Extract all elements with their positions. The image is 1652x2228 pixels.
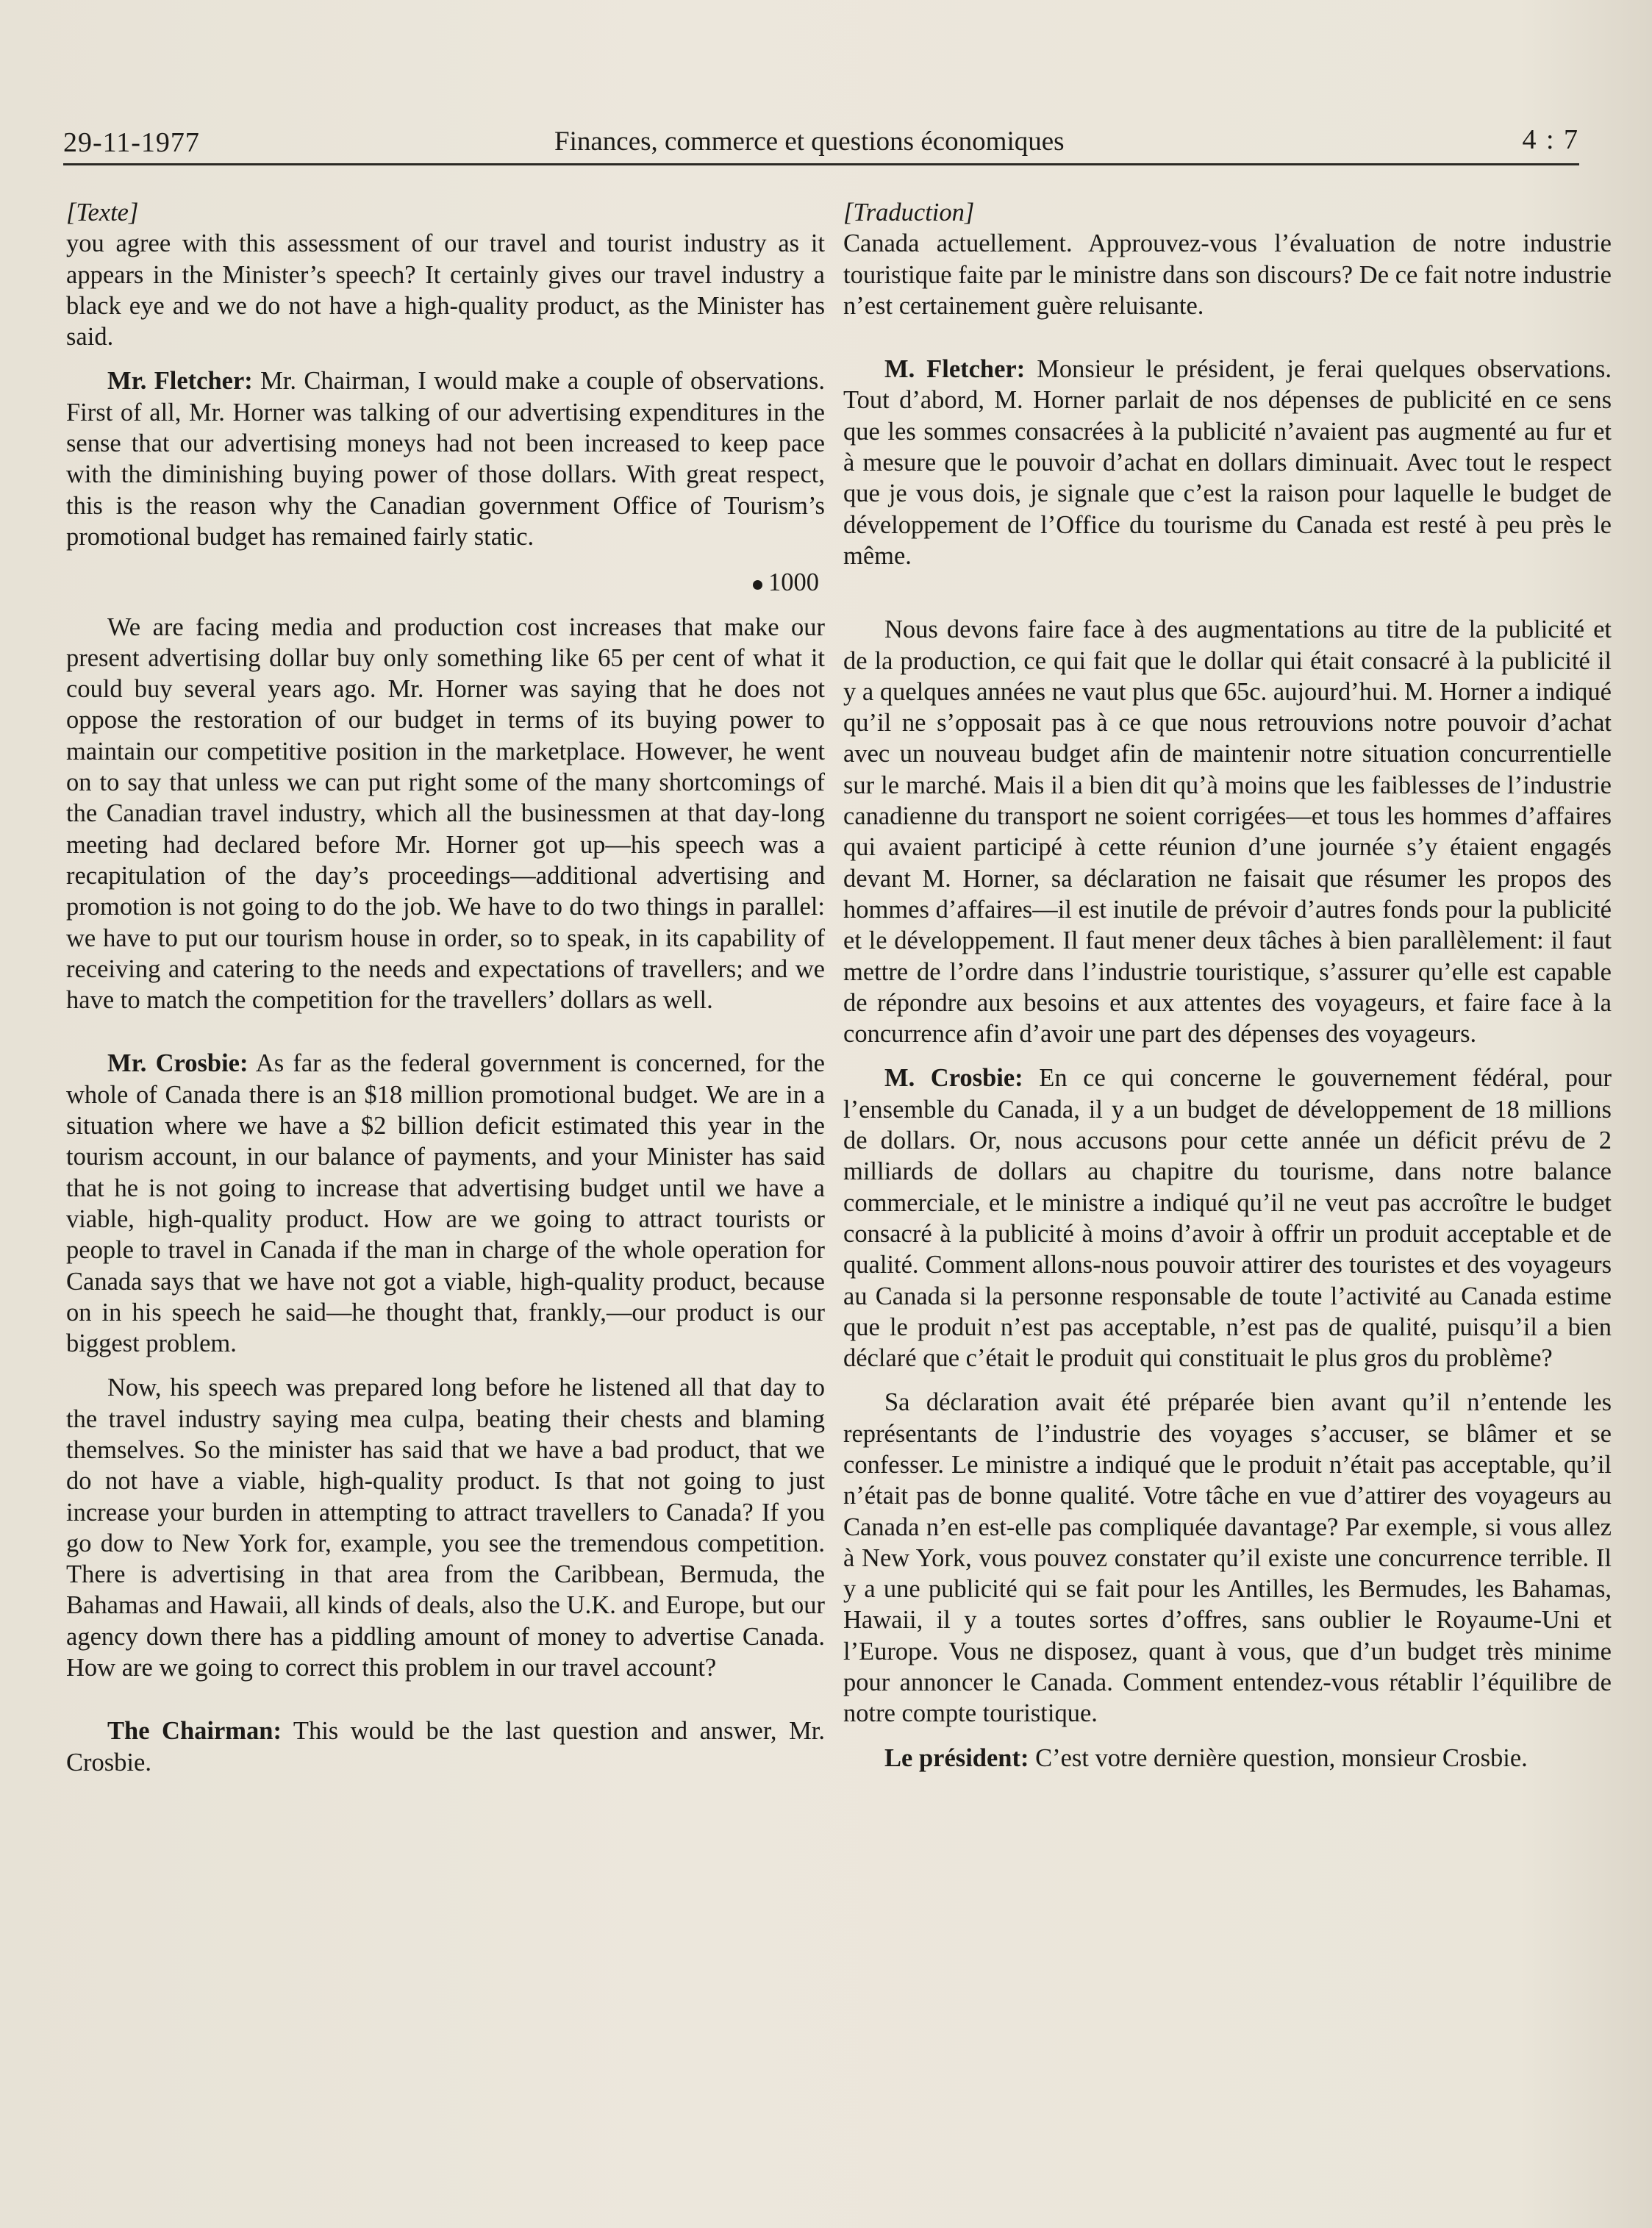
speech-text: As far as the federal government is concerned, for the whole of Canada there is an $18 million promotional budget. We are in a situation where we have a $2 billion deficit estimated this year in the tourism account, in our balance of payments, and your Minister has said that he is not going to increase that advertising budget until we have a viable, high-quality product. How are we going to attract tourists or people to travel in Canada if the man in charge of the whole operation for Canada says that we have not got a viable, high-quality product, because on in his speech he said—he thought that, frankly,—our product is our biggest problem. — [66, 1049, 825, 1358]
header-date: 29-11-1977 — [63, 127, 200, 158]
language-tag-french: [Traduction] — [843, 199, 975, 226]
speaker-name: M. Crosbie: — [884, 1064, 1023, 1093]
speaker-name: The Chairman: — [107, 1717, 282, 1746]
paragraph-president — [843, 1743, 1612, 1774]
paragraph: We are facing media and production cost increases that make our present advertising dollar buy only something like 65 per cent of what it could buy several years ago. Mr. Horner was saying that he does not oppose the restoration of our budget in terms of its buying power to maintain our competitive position in the marketplace. However, he went on to say that unless we can put right some of the many shortcomings of the Canadian travel industry, which all the businessmen at that day-long meeting had declared before Mr. Horner got up—his speech was a recapitulation of the day’s proceedings—additional advertising and promotion is not going to do the job. We have to do two things in parallel: we have to put our tourism house in order, so to speak, in its capability of receiving and catering to the needs and expectations of travellers; and we have to match the competition for the travellers’ dollars as well. — [66, 613, 825, 1015]
speaker-name: Mr. Fletcher: — [107, 367, 253, 396]
french-column — [843, 197, 1612, 1774]
speech-text: Mr. Chairman, I would make a couple of observations. First of all, Mr. Horner was talking of our advertising expenditures in the sense that our advertising moneys had not been increased to keep pace with the diminishing buying power of those dollars. With great respect, this is the reason why the Canadian government Office of Tourism’s promotional budget has remained fairly static. — [66, 367, 825, 551]
bullet-icon — [753, 580, 762, 590]
paragraph-crosbie — [843, 1063, 1612, 1374]
speech-text: Monsieur le président, je ferai quelques observations. Tout d’abord, M. Horner parlait de nos dépenses de publicité en ce sens que les sommes consacrées à la publicité n’avaient pas augmenté au fur et à mesure que le pouvoir d’achat en dollars diminuait. Avec tout le respect que je vous dois, je signale que c’est la raison pour laquelle le budget de développement de l’Office du tourisme du Canada est resté à peu près le même. — [843, 355, 1612, 570]
speaker-name: M. Fletcher: — [884, 355, 1026, 384]
paragraph: Sa déclaration avait été préparée bien avant qu’il n’entende les représentants de l’industrie des voyages s’accuser, se blâmer et se confesser. Le ministre a indiqué que le produit n’était pas acceptable, qu’il n’était pas de bonne qualité. Votre tâche en vue d’attirer des voyageurs au Canada n’en est-elle pas compliquée davantage? Par exemple, si vous allez à New York, vous pouvez constater qu’il existe une concurrence terrible. Il y a une publicité qui se fait pour les Antilles, les Bermudes, les Bahamas, Hawaii, il y a toutes sortes d’offres, sans oublier le Royaume-Uni et l’Europe. Vous ne disposez, quant à vous, que d’un budget très minime pour annoncer le Canada. Comment entendez-vous rétablir l’équilibre de notre compte touristique. — [843, 1388, 1612, 1728]
speaker-name: Mr. Crosbie: — [107, 1049, 248, 1078]
paragraph-chairman — [66, 1715, 825, 1778]
speech-text: C’est votre dernière question, monsieur Crosbie. — [1029, 1743, 1528, 1772]
page-number: 4 : 7 — [1522, 124, 1579, 155]
paragraph: Nous devons faire face à des augmentations au titre de la publicité et de la production, ce qui fait que le dollar qui était consacré à la publicité il y a quelques années ne vaut plus que 65c. aujourd’hui. M. Horner a indiqué qu’il ne s’opposait pas à ce que nous retrouvions notre pouvoir d’achat avec un nouveau budget afin de maintenir notre situation concurrentielle sur le marché. Mais il a bien dit qu’à moins que les faiblesses de l’industrie canadienne du transport ne soient corrigées—et tous les hommes d’affaires qui avaient participé à cette réunion d’une journée s’y étaient engagés devant M. Horner, sa déclaration ne faisait que résumer les propos des hommes d’affaires—il est inutile de prévoir d’autres fonds pour la publicité et le développement. Il faut mener deux tâches à bien parallèlement: il faut mettre de l’ordre dans l’industrie touristique, s’assurer qu’elle est capable de répondre aux besoins et aux attentes des voyageurs, et faire face à la concurrence afin d’avoir une part des dépenses des voyageurs. — [843, 615, 1612, 1049]
paragraph-crosbie — [66, 1048, 825, 1359]
paragraph-continued: you agree with this assessment of our travel and tourist industry as it appears in the Minister’s speech? It certainly gives our travel industry a black eye and we do not have a high-quality product, as the Minister has said. — [66, 229, 825, 351]
language-tag-english: [Texte] — [66, 199, 139, 226]
speaker-name: Le président: — [884, 1743, 1029, 1772]
paragraph-fletcher — [843, 354, 1612, 571]
paragraph-fletcher — [66, 365, 825, 552]
paragraph-continued: Canada actuellement. Approuvez-vous l’évaluation de notre industrie touristique faite par le ministre dans son discours? De ce fait notre industrie n’est certainement guère reluisante. — [843, 229, 1612, 320]
page-header — [63, 118, 1579, 165]
speech-text: En ce qui concerne le gouvernement fédéral, pour l’ensemble du Canada, il y a un budget de développement de 18 millions de dollars. Or, nous accusons pour cette année un déficit prévu de 2 milliards de dollars au chapitre du tourisme, dans notre balance commerciale, et le ministre a indiqué qu’il ne veut pas accroître le budget consacré à la publicité à moins d’avoir à offrir un produit acceptable et de qualité. Comment allons-nous pouvoir attirer des touristes et des voyageurs au Canada si la personne responsable de toute l’activité au Canada estime que le produit n’est pas acceptable, n’est pas de qualité, puisqu’il a bien déclaré que c’était le produit qui constituait le plus gros du problème? — [843, 1064, 1612, 1373]
paragraph: Now, his speech was prepared long before he listened all that day to the travel industry saying mea culpa, beating their chests and blaming themselves. So the minister has said that we have a bad product, that we do not have a viable, high-quality product. Is that not going to just increase your burden in attempting to attract travellers to Canada? If you go dow to New York for, example, you see the tremendous competition. There is advertising in that area from the Caribbean, Bermuda, the Bahamas and Hawaii, all kinds of deals, also the U.K. and Europe, but our agency down there has a piddling amount of money to advertise Canada. How are we going to correct this problem in our travel account? — [66, 1374, 825, 1682]
speech-text: This would be the last question and answer, Mr. Crosbie. — [66, 1717, 825, 1777]
english-column — [66, 197, 825, 1778]
header-title: Finances, commerce et questions économiques — [554, 126, 1065, 157]
time-marker — [66, 567, 825, 598]
time-marker-text: 1000 — [768, 568, 819, 597]
